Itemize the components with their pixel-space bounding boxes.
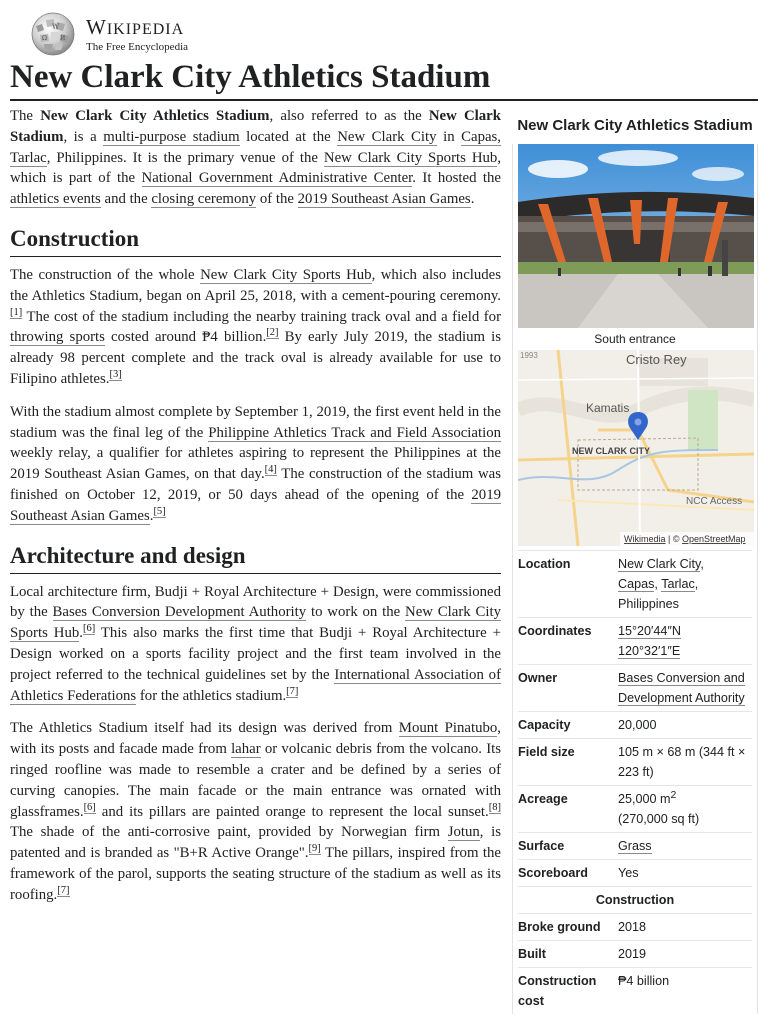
- infobox-row-capacity: Capacity 20,000: [518, 711, 752, 738]
- reference-link[interactable]: [2]: [266, 327, 279, 339]
- infobox-row-acreage: Acreage 25,000 $m^2$ (270,000 sq ft): [518, 785, 752, 832]
- architecture-paragraph-1: Local architecture firm, Budji + Royal Architecture + Design, were commissioned by the Bases Conversion Development Authority to work on the New Clark City Sports Hub.[6] This also marks the first time that Budji + Royal Architecture + Design worked on a sports facility project and the first team involved in the project referred to the technical guidelines set by the International Association of Athletics Federations for the athletics stadium.[7]: [10, 583, 501, 704]
- reference-link[interactable]: [7]: [286, 685, 299, 697]
- link-new-clark-city-sports-hub[interactable]: New Clark City Sports Hub: [200, 266, 372, 283]
- wikipedia-wordmark: WIKIPEDIA: [86, 14, 185, 39]
- reference-link[interactable]: [8]: [488, 801, 501, 813]
- infobox-row-surface: Surface Grass: [518, 832, 752, 859]
- link-coordinates-lat[interactable]: 15°20′44″N: [618, 624, 681, 638]
- map-label-ncc-access: NCC Access: [686, 496, 743, 507]
- page-title: New Clark City Athletics Stadium: [10, 56, 758, 101]
- infobox-row-owner: Owner Bases Conversion and Development Authority: [518, 664, 752, 711]
- architecture-paragraph-2: The Athletics Stadium itself had its design was derived from Mount Pinatubo, with its posts and facade made from lahar or volcanic debris from the volcano. Its ringed roofline was made to resemble a crater and be defined by a series of curving canopies. The main facade or the main entrance was ornated with glassframes.[6] and its pillars are painted orange to represent the local sunset.[8] The shade of the anti-corrosive paint, provided by Norwegian firm Jotun, is patented and is branded as "B+R Active Orange".[9] The pillars, inspired from the framework of the parol, supports the seating structure of the stadium as well as its roofing.[7]: [10, 720, 501, 903]
- map-attribution-osm[interactable]: OpenStreetMap: [682, 534, 746, 544]
- link-throwing-sports[interactable]: throwing sports: [10, 329, 105, 346]
- link-bases-conversion-development-authority[interactable]: Bases Conversion and Development Authority: [618, 671, 745, 705]
- map-label-kamatis: Kamatis: [586, 401, 630, 415]
- link-2019-southeast-asian-games[interactable]: 2019 Southeast Asian Games: [297, 191, 471, 208]
- map-label-cristo-rey: Cristo Rey: [626, 352, 687, 367]
- map-label-new-clark-city: NEW CLARK CITY: [572, 446, 650, 456]
- reference-link[interactable]: [4]: [264, 464, 277, 476]
- link-philippine-athletics-track-and-field-association[interactable]: Philippine Athletics Track and Field Association: [208, 424, 501, 441]
- wikipedia-logo[interactable]: [28, 10, 188, 58]
- reference-link[interactable]: [1]: [10, 306, 23, 318]
- map-corner-label: 1993: [520, 351, 538, 360]
- link-coordinates-lon[interactable]: 120°32′1″E: [618, 644, 681, 658]
- svg-text:W: W: [52, 23, 60, 31]
- infobox-row-field-size: Field size 105 m × 68 m (344 ft × 223 ft): [518, 738, 752, 785]
- link-new-clark-city[interactable]: New Clark City: [618, 557, 701, 571]
- svg-text:И: И: [60, 35, 66, 42]
- reference-link[interactable]: [5]: [153, 505, 166, 517]
- infobox-row-broke-ground: Broke ground 2018: [518, 913, 752, 940]
- construction-paragraph-1: The construction of the whole New Clark City Sports Hub, which also includes the Athletics Stadium, began on April 25, 2018, with a cement-pouring ceremony.[1] The cost of the stadium including the nearby training track oval and a field for throwing sports costed around ₱4 billion.[2] By early July 2019, the stadium is already 98 percent complete and the track oval is already available for use to Filipino athletes.[3]: [10, 266, 502, 387]
- infobox-row-coordinates: Coordinates 15°20′44″N 120°32′1″E: [518, 617, 752, 664]
- infobox-row-scoreboard: Scoreboard Yes: [518, 859, 752, 886]
- link-capas-tarlac[interactable]: Capas, Tarlac: [10, 128, 502, 166]
- intro-paragraph: The New Clark City Athletics Stadium, also referred to as the New Clark Stadium, is a multi-purpose stadium located at the New Clark City in Capas, Tarlac, Philippines. It is the primary venue of the New Clark City Sports Hub, which is part of the National Government Administrative Center. It hosted the athletics events and the closing ceremony of the 2019 Southeast Asian Games.: [10, 108, 502, 208]
- reference-link[interactable]: [3]: [109, 369, 122, 381]
- link-multi-purpose-stadium[interactable]: multi-purpose stadium: [103, 128, 240, 145]
- photo-caption: South entrance: [594, 332, 676, 346]
- reference-link[interactable]: [9]: [308, 843, 321, 855]
- link-closing-ceremony[interactable]: closing ceremony: [151, 191, 257, 208]
- section-heading-architecture: Architecture and design: [10, 541, 501, 574]
- link-grass[interactable]: Grass: [618, 839, 652, 853]
- stadium-photo[interactable]: [518, 144, 754, 328]
- link-new-clark-city-sports-hub[interactable]: New Clark City Sports Hub: [10, 604, 501, 642]
- reference-link[interactable]: [6]: [83, 801, 96, 813]
- wikipedia-tagline: The Free Encyclopedia: [86, 40, 189, 53]
- svg-text:Ω: Ω: [42, 35, 47, 42]
- link-bases-conversion-development-authority[interactable]: Bases Conversion Development Authority: [52, 604, 307, 621]
- link-new-clark-city-sports-hub[interactable]: New Clark City Sports Hub: [323, 149, 498, 166]
- link-new-clark-city[interactable]: New Clark City: [337, 128, 437, 145]
- infobox-row-construction-cost: Construction cost ₱4 billion: [518, 967, 752, 1014]
- reference-link[interactable]: [7]: [57, 884, 70, 896]
- link-national-government-administrative-center[interactable]: National Government Administrative Center: [141, 170, 413, 187]
- wikipedia-globe-icon: [28, 10, 78, 58]
- link-capas[interactable]: Capas: [618, 577, 655, 591]
- reference-link[interactable]: [6]: [82, 623, 96, 635]
- link-athletics-events[interactable]: athletics events: [10, 191, 101, 208]
- article-body: [10, 106, 501, 906]
- location-map[interactable]: [518, 350, 754, 546]
- infobox-title: New Clark City Athletics Stadium: [517, 117, 753, 134]
- map-attribution-separator: | ©: [665, 534, 682, 544]
- link-international-association-of-athletics-federations[interactable]: International Association of Athletics Federations: [10, 666, 501, 704]
- link-2019-southeast-asian-games[interactable]: 2019 Southeast Asian Games: [10, 486, 501, 524]
- infobox-section-construction: Construction: [518, 886, 752, 913]
- link-jotun[interactable]: Jotun: [447, 824, 480, 841]
- infobox-data: [518, 550, 752, 1014]
- link-mount-pinatubo[interactable]: Mount Pinatubo: [398, 720, 498, 737]
- link-tarlac[interactable]: Tarlac: [661, 577, 695, 591]
- section-heading-construction: Construction: [10, 224, 501, 257]
- link-lahar[interactable]: lahar: [231, 741, 261, 758]
- infobox-row-built: Built 2019: [518, 940, 752, 967]
- map-attribution: [624, 534, 746, 544]
- construction-paragraph-2: With the stadium almost complete by September 1, 2019, the first event held in the stadium was the final leg of the Philippine Athletics Track and Field Association weekly relay, a qualifier for athletes aspiring to represent the Philippines at the 2019 Southeast Asian Games, on that day.[4] The construction of the stadium was finished on October 12, 2019, or 50 days ahead of the opening of the 2019 Southeast Asian Games.[5]: [10, 403, 501, 524]
- infobox: [512, 110, 758, 1014]
- infobox-row-location: Location New Clark City, Capas, Tarlac, Philippines: [518, 550, 752, 617]
- map-attribution-wikimedia[interactable]: Wikimedia: [624, 534, 666, 544]
